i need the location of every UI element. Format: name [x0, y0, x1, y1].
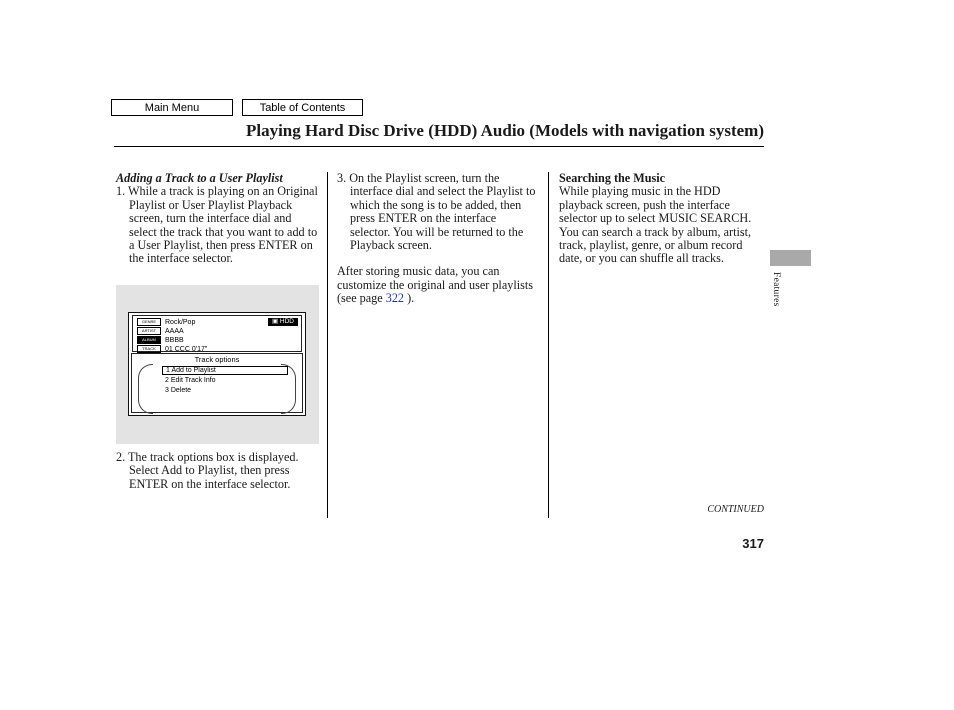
step-2: 2. The track options box is displayed. Select Add to Playlist, then press ENTER on the interface selector.	[116, 450, 299, 491]
column-divider-1	[327, 172, 328, 518]
title-divider	[114, 146, 764, 147]
hdd-icon: ▣	[271, 318, 280, 325]
table-of-contents-button[interactable]: Table of Contents	[242, 99, 363, 116]
page-title: Playing Hard Disc Drive (HDD) Audio (Models with navigation system)	[245, 121, 764, 140]
hdd-screen-illustration	[128, 312, 306, 416]
section-heading-add-track: Adding a Track to a User Playlist	[116, 171, 283, 185]
album-value: BBBB	[165, 336, 184, 344]
track-info-box	[132, 315, 302, 352]
main-menu-button[interactable]: Main Menu	[111, 99, 233, 116]
step-1: 1. While a track is playing on an Original Playlist or User Playlist Playback screen, turn the interface dial and select the track that you want to add to a User Playlist, then press ENTER on the interface selector.	[116, 184, 318, 266]
hdd-badge: ▣ HDD	[268, 318, 298, 326]
option-delete[interactable]: 3 Delete	[165, 387, 192, 394]
column-divider-2	[548, 172, 549, 518]
column-right	[559, 172, 761, 266]
column-left-bottom	[116, 451, 321, 491]
option-edit-track-info[interactable]: 2 Edit Track Info	[165, 377, 216, 384]
genre-value: Rock/Pop	[165, 318, 196, 326]
after-storing-text: After storing music data, you can customize the original and user playlists (see page 322 ).	[337, 264, 533, 306]
track-options-box	[131, 353, 303, 413]
section-label: Features	[771, 272, 781, 307]
dial-left-icon	[138, 364, 153, 414]
track-options-title: Track options	[194, 355, 240, 364]
step-3: 3. On the Playlist screen, turn the interface dial and select the Playlist to which the song is to be added, then press ENTER on the interface selector. You will be returned to the Playback screen.	[337, 171, 536, 253]
track-value: 01 CCC 0'17"	[165, 345, 208, 353]
searching-body: While playing music in the HDD playback screen, push the interface selector up to select MUSIC SEARCH. You can search a track by album, artist, track, playlist, genre, or album record date, or you can shuffle all tracks.	[559, 184, 752, 266]
album-tag: ALBUM	[137, 336, 161, 344]
page-322-link[interactable]: 322	[385, 291, 405, 306]
option-add-to-playlist[interactable]: 1 Add to Playlist	[162, 366, 288, 375]
section-heading-searching: Searching the Music	[559, 171, 666, 185]
genre-tag: GENRE	[137, 318, 161, 326]
page-number: 317	[742, 536, 764, 551]
artist-value: AAAA	[165, 327, 184, 335]
column-left	[116, 172, 321, 266]
artist-tag: ARTIST	[137, 327, 161, 335]
section-tab[interactable]	[770, 250, 811, 266]
continued-label: CONTINUED	[707, 504, 764, 515]
column-middle	[337, 172, 539, 306]
track-tag: TRACK	[137, 345, 161, 353]
